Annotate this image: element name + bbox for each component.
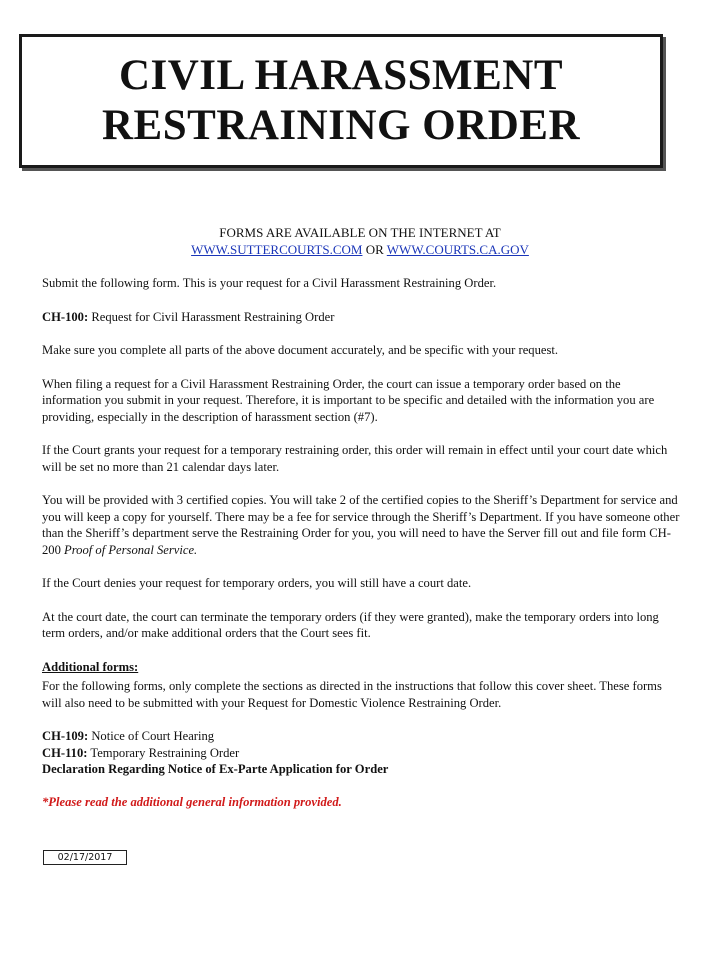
submit-paragraph: Submit the following form. This is your request for a Civil Harassment Restraining Order.	[42, 276, 497, 290]
ch100-code: CH-100:	[42, 309, 89, 324]
denies-paragraph: If the Court denies your request for temporary orders, you will still have a court date.	[42, 576, 472, 590]
declaration-text: Declaration Regarding Notice of Ex-Parte Application for Order	[42, 762, 389, 776]
availability-intro: FORMS ARE AVAILABLE ON THE INTERNET AT	[219, 225, 501, 240]
filing-paragraph: When filing a request for a Civil Harassment Restraining Order, the court can issue a temporary order based on the information you submit in your request. Therefore, it is important to be specific and detailed with the information you are providing, especially in the description of harassment section (#7).	[42, 376, 655, 424]
ch100-line	[42, 309, 682, 326]
forms-availability	[0, 224, 720, 258]
copies-paragraph	[42, 492, 682, 558]
title-line-2: RESTRAINING ORDER	[102, 102, 580, 149]
additional-info-notice: *Please read the additional general information provided.	[42, 794, 342, 809]
grants-paragraph: If the Court grants your request for a temporary restraining order, this order will remain in effect until your court date which will be set no more than 21 calendar days later.	[42, 443, 668, 474]
link-connector: OR	[365, 242, 384, 257]
additional-forms-heading: Additional forms:	[42, 659, 139, 674]
declaration-item	[42, 761, 682, 778]
complete-paragraph: Make sure you complete all parts of the above document accurately, and be specific with your request.	[42, 343, 559, 357]
additional-instructions: For the following forms, only complete the sections as directed in the instructions that follow this cover sheet. These forms will also need to be submitted with your Request for Domestic Violence Restraining Order.	[42, 679, 662, 710]
form-item-ch109	[42, 728, 682, 745]
document-body	[42, 275, 682, 827]
form-code: CH-110:	[42, 745, 88, 760]
copies-text: You will be provided with 3 certified copies. You will take 2 of the certified copies to the Sheriff’s Department for service and you will keep a copy for yourself. There may be a fee for service through the Sheriff’s Department. If you have someone other than the Sheriff’s department serve the Restraining Order for you, you will need to have the Server fill out and file form CH-200	[42, 493, 680, 557]
form-item-ch110	[42, 745, 682, 762]
date-stamp: 02/17/2017	[43, 850, 127, 865]
suttercourts-link[interactable]: WWW.SUTTERCOURTS.COM	[191, 242, 363, 257]
form-desc: Notice of Court Hearing	[91, 729, 215, 743]
form-code: CH-109:	[42, 729, 89, 743]
court-date-paragraph: At the court date, the court can terminate the temporary orders (if they were granted), make the temporary orders into long term orders, and/or make additional orders that the Court sees fit.	[42, 609, 659, 640]
ch100-desc: Request for Civil Harassment Restraining Order	[91, 309, 335, 324]
title-box	[19, 34, 663, 168]
availability-links	[0, 241, 720, 258]
courts-ca-link[interactable]: WWW.COURTS.CA.GOV	[386, 242, 529, 257]
title-line-1: CIVIL HARASSMENT	[118, 52, 564, 99]
additional-forms-list	[42, 728, 682, 778]
form-desc: Temporary Restraining Order	[90, 745, 240, 760]
proof-of-service: Proof of Personal Service.	[64, 542, 198, 557]
